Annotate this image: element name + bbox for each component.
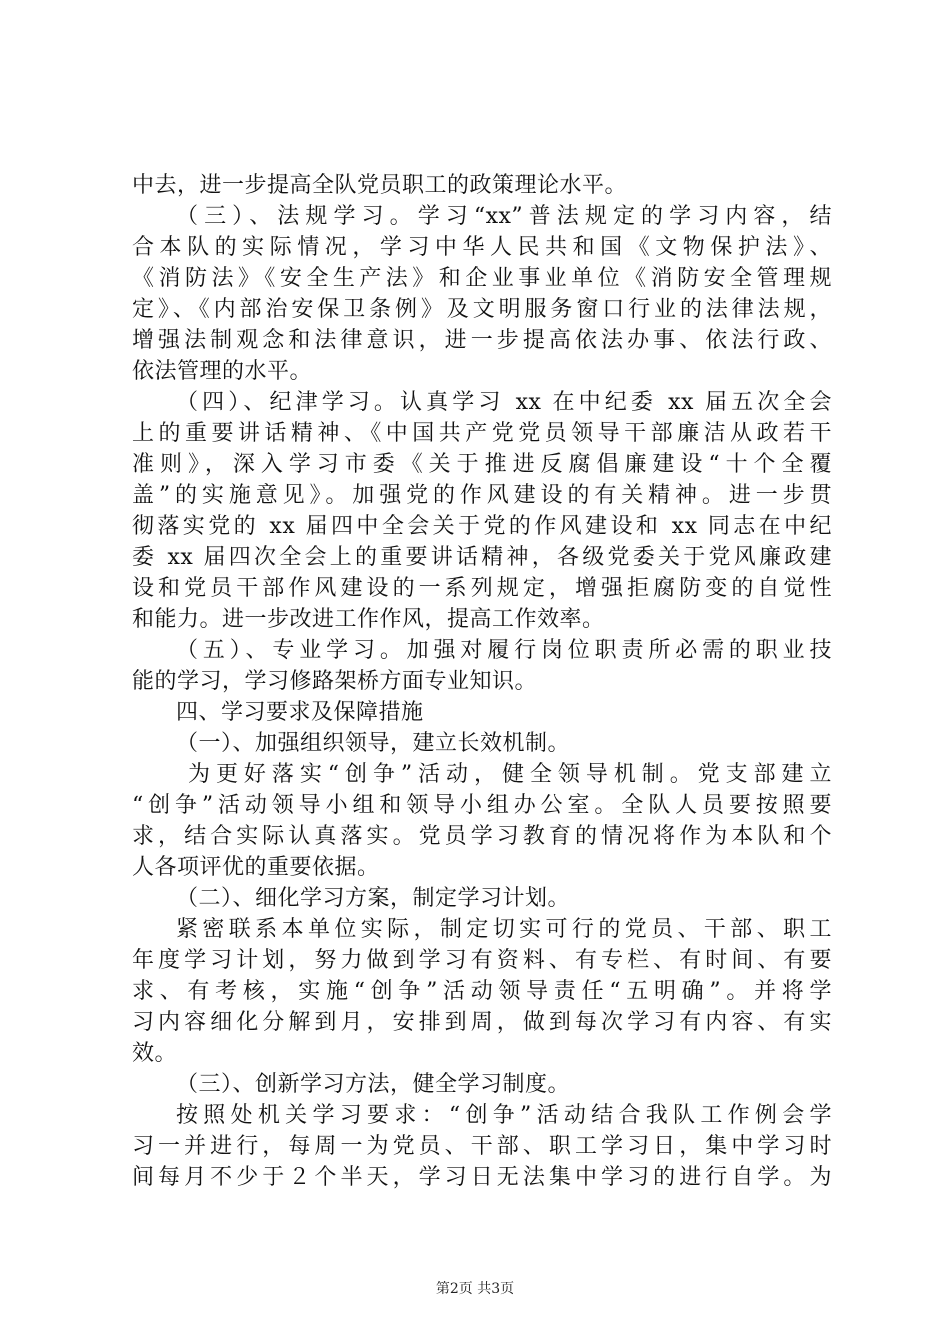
text-line: 盖”的实施意见》。加强党的作风建设的有关精神。进一步贯 — [132, 483, 832, 508]
text-line: 和能力。进一步改进工作作风，提高工作效率。 — [132, 607, 605, 632]
text-line: 上的重要讲话精神、《中国共产党党员领导干部廉洁从政若干 — [132, 421, 832, 446]
text-line: 设和党员干部作风建设的一系列规定，增强拒腐防变的自觉性 — [132, 576, 832, 601]
page-footer — [0, 1280, 950, 1298]
text-line: 按照处机关学习要求：“创争”活动结合我队工作例会学 — [176, 1103, 832, 1128]
text-line: 年度学习计划，努力做到学习有资料、有专栏、有时间、有要 — [132, 948, 832, 973]
text-line: 求、有考核，实施“创争”活动领导责任“五明确”。并将学 — [132, 979, 832, 1004]
text-line: 习内容细化分解到月，安排到周，做到每次学习有内容、有实 — [132, 1010, 832, 1035]
text-line: （四）、纪津学习。认真学习 xx 在中纪委 xx 届五次全会 — [176, 390, 832, 415]
text-line: 依法管理的水平。 — [132, 359, 313, 384]
text-line: 间每月不少于２个半天，学习日无法集中学习的进行自学。为 — [132, 1165, 832, 1190]
text-line: 定》、《内部治安保卫条例》及文明服务窗口行业的法律法规， — [132, 297, 832, 322]
subsection-heading: （二）、细化学习方案，制定学习计划。 — [176, 886, 571, 911]
text-line: （三）、法规学习。学习“xx”普法规定的学习内容，结 — [176, 204, 832, 229]
document-body — [132, 170, 832, 1193]
text-line: 准则》，深入学习市委《关于推进反腐倡廉建设“十个全覆 — [132, 452, 832, 477]
page-number-indicator: 第2页 共3页 — [435, 1281, 515, 1297]
text-line: 习一并进行，每周一为党员、干部、职工学习日，集中学习时 — [132, 1134, 832, 1159]
text-line: 合本队的实际情况，学习中华人民共和国《文物保护法》、 — [132, 235, 832, 260]
text-line: 紧密联系本单位实际，制定切实可行的党员、干部、职工 — [176, 917, 832, 942]
text-line: （五）、专业学习。加强对履行岗位职责所必需的职业技 — [176, 638, 832, 663]
subsection-heading: （三）、创新学习方法，健全学习制度。 — [176, 1072, 571, 1097]
text-line: 中去，进一步提高全队党员职工的政策理论水平。 — [132, 173, 628, 198]
section-heading: 四、学习要求及保障措施 — [176, 700, 424, 725]
text-line: 彻落实党的 xx 届四中全会关于党的作风建设和 xx 同志在中纪 — [132, 514, 832, 539]
text-line: 增强法制观念和法律意识，进一步提高依法办事、依法行政、 — [132, 328, 832, 353]
text-line: 人各项评优的重要依据。 — [132, 855, 380, 880]
text-line: 《消防法》《安全生产法》和企业事业单位《消防安全管理规 — [132, 266, 832, 291]
text-line: 为更好落实“创争”活动，健全领导机制。党支部建立 — [188, 762, 832, 787]
text-line: “创争”活动领导小组和领导小组办公室。全队人员要按照要 — [132, 793, 832, 818]
text-line: 求，结合实际认真落实。党员学习教育的情况将作为本队和个 — [132, 824, 832, 849]
text-line: 能的学习，学习修路架桥方面专业知识。 — [132, 669, 538, 694]
text-line: 委 xx 届四次全会上的重要讲话精神，各级党委关于党风廉政建 — [132, 545, 832, 570]
subsection-heading: （一）、加强组织领导，建立长效机制。 — [176, 731, 571, 756]
text-line: 效。 — [132, 1041, 178, 1066]
